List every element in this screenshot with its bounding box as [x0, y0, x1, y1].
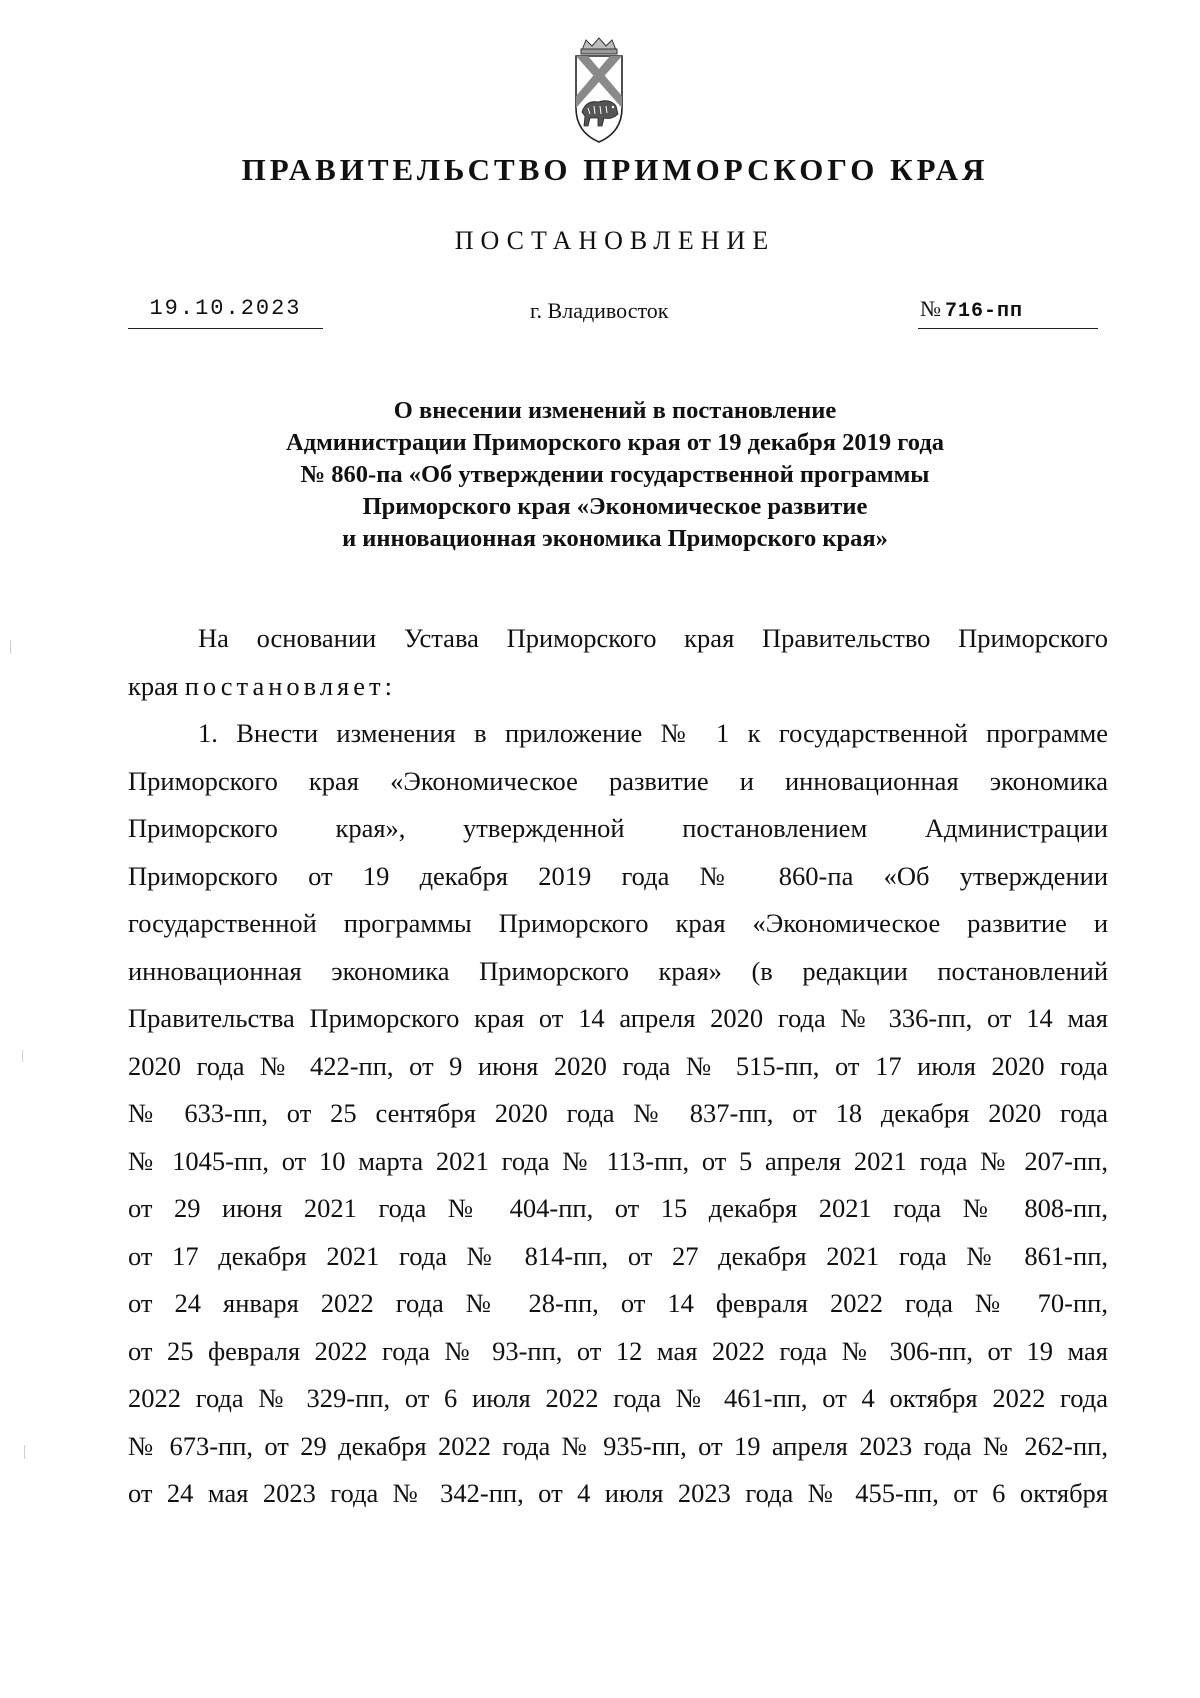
decree-verb: постановляет:: [184, 670, 396, 701]
document-date: 19.10.2023: [128, 296, 323, 329]
subject-line: и инновационная экономика Приморского края»: [342, 525, 888, 552]
scan-artifact: [10, 640, 11, 654]
body-line: Приморского края», утвержденной постановлением Администрации: [128, 813, 1108, 843]
body-line: Приморского края «Экономическое развитие и инновационная экономика: [128, 765, 1108, 796]
body-line: № 1045-пп, от 10 марта 2021 года № 113-пп, от 5 апреля 2021 года № 207-пп,: [128, 1145, 1108, 1176]
government-title: ПРАВИТЕЛЬСТВО ПРИМОРСКОГО КРАЯ: [241, 152, 989, 187]
body-line: Правительства Приморского края от 14 апреля 2020 года № 336-пп, от 14 мая: [128, 1003, 1108, 1033]
document-body: [128, 615, 1108, 1518]
body-line: 2020 года № 422-пп, от 9 июня 2020 года № 515-пп, от 17 июля 2020 года: [128, 1050, 1108, 1081]
document-city: г. Владивосток: [530, 298, 669, 323]
body-line: 1. Внести изменения в приложение № 1 к государственной программе: [198, 718, 1108, 748]
body-line: от 25 февраля 2022 года № 93-пп, от 12 мая 2022 года № 306-пп, от 19 мая: [128, 1335, 1108, 1366]
subject-line: О внесении изменений в постановление: [393, 397, 837, 424]
body-line: На основании Устава Приморского края Правительство Приморского: [198, 623, 1108, 653]
coat-of-arms-icon: [568, 36, 630, 148]
body-line: от 24 января 2022 года № 28-пп, от 14 февраля 2022 года № 70-пп,: [128, 1288, 1108, 1318]
document-number: 716-пп: [945, 300, 1024, 323]
body-line: Приморского от 19 декабря 2019 года № 860-па «Об утверждении: [128, 860, 1108, 891]
subject-line: № 860-па «Об утверждении государственной программы: [300, 461, 930, 488]
body-word: края: [128, 670, 179, 701]
body-line: № 673-пп, от 29 декабря 2022 года № 935-пп, от 19 апреля 2023 года № 262-пп,: [128, 1430, 1108, 1461]
body-line: [128, 663, 1108, 711]
body-line: инновационная экономика Приморского края» (в редакции постановлений: [128, 955, 1108, 986]
scan-artifact: [22, 1050, 23, 1062]
body-line: от 24 мая 2023 года № 342-пп, от 4 июля 2023 года № 455-пп, от 6 октября: [128, 1478, 1108, 1508]
body-line: от 29 июня 2021 года № 404-пп, от 15 декабря 2021 года № 808-пп,: [128, 1193, 1108, 1223]
scan-artifact: [24, 1445, 25, 1459]
number-sign: №: [920, 296, 941, 321]
body-line: № 633-пп, от 25 сентября 2020 года № 837-пп, от 18 декабря 2020 года: [128, 1098, 1108, 1128]
document-number-field: [918, 296, 1098, 329]
body-line: 2022 года № 329-пп, от 6 июля 2022 года № 461-пп, от 4 октября 2022 года: [128, 1383, 1108, 1413]
subject-line: Администрации Приморского края от 19 декабря 2019 года: [286, 429, 944, 456]
document-subject: [150, 395, 1080, 555]
subject-line: Приморского края «Экономическое развитие: [362, 493, 868, 520]
document-type: ПОСТАНОВЛЕНИЕ: [454, 226, 776, 255]
body-line: государственной программы Приморского края «Экономическое развитие и: [128, 908, 1108, 938]
body-line: от 17 декабря 2021 года № 814-пп, от 27 декабря 2021 года № 861-пп,: [128, 1240, 1108, 1271]
